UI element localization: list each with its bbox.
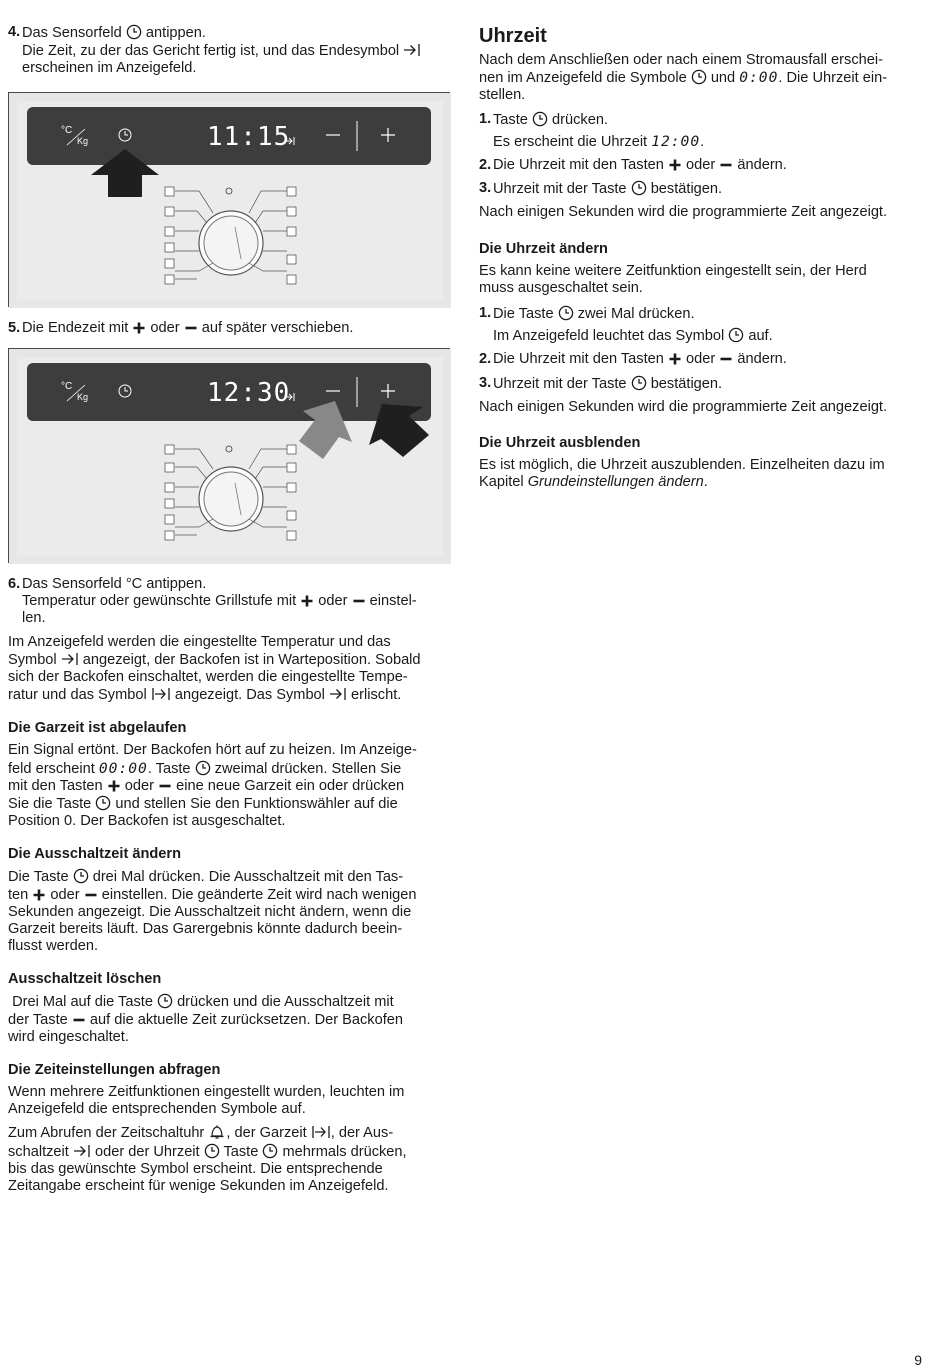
clock-icon — [631, 375, 647, 391]
step-5: 5. Die Endezeit mit oder auf später verschieben. — [8, 320, 354, 336]
left-column-top — [8, 24, 450, 78]
page-number: 9 — [914, 1352, 922, 1368]
step-a1: 1. Die Taste zwei Mal drücken. — [479, 305, 695, 323]
clock-icon — [631, 180, 647, 196]
minus-icon — [352, 594, 366, 608]
plus-icon — [668, 158, 682, 172]
bell-icon — [208, 1124, 226, 1140]
paragraph-ausschaltzeit-loeschen: Drei Mal auf die Taste drücken und die Ausschaltzeit mit der Taste auf die aktuelle Zeit zurücksetzen. Der Backofen wird eingeschaltet. — [8, 994, 404, 1045]
clock-icon — [728, 327, 744, 343]
step-a3: 3. Uhrzeit mit der Taste bestätigen. — [479, 374, 723, 392]
step-4-text: Die Zeit, zu der das Gericht fertig ist, und das Endesymbol erscheinen im Anzeigefeld. — [8, 42, 450, 77]
minus-icon — [719, 158, 733, 172]
right-column: Uhrzeit Nach dem Anschließen oder nach einem Stromausfall erschei- nen im Anzeigefeld die Symbole und 0:00. Die Uhrzeit ein- stellen. 1. Taste drücken. Es erscheint die Uhrzeit 12:00. 2. Die Uhrzeit mit den Tasten oder ändern. 3. Uhrzeit mit der Taste bestätigen. Nach einigen Sekunden wird die programmierte Zeit angezeigt. Die Uhrzeit ändern Es kann keine weitere Zeitfunktion eingestellt sein, der Herd muss ausgeschaltet sein. 1. Die Taste zwei Mal drücken. Im Anzeigefeld leuchtet das Symbol auf. 2. Die Uhrzeit mit den Tasten oder ändern. 3. Uhrzeit mit der Taste bestätigen. Nach einigen Sekunden wird die programmierte Zeit angezeigt. Die Uhrzeit ausblenden Es ist möglich, die Uhrzeit auszublenden. Einzelheiten dazu im Kapitel Grundeinstellungen ändern. — [479, 24, 925, 491]
clock-icon — [157, 993, 173, 1009]
minus-icon — [719, 352, 733, 366]
svg-text:Kg: Kg — [77, 392, 89, 402]
heading-uhrzeit-ausblenden: Die Uhrzeit ausblenden — [479, 435, 641, 452]
clock-icon — [262, 1143, 278, 1159]
clock-icon — [73, 868, 89, 884]
heading-ausschaltzeit-loeschen: Ausschaltzeit löschen — [8, 971, 162, 988]
cooking-time-icon — [151, 686, 171, 702]
step-3: 3. Uhrzeit mit der Taste bestätigen. — [479, 180, 723, 198]
step-1: 1. Taste drücken. — [479, 110, 608, 128]
svg-text:Kg: Kg — [77, 136, 89, 146]
paragraph-a-after: Nach einigen Sekunden wird die programmierte Zeit angezeigt. — [479, 398, 888, 415]
end-time-icon — [61, 651, 79, 667]
step-2: 2. Die Uhrzeit mit den Tasten oder ändern. — [479, 157, 787, 174]
clock-icon — [126, 24, 142, 40]
minus-icon — [158, 779, 172, 793]
minus-icon — [84, 888, 98, 902]
oven-panel-figure-2 — [8, 348, 450, 563]
step-4: 4. Das Sensorfeld antippen. — [8, 24, 206, 41]
plus-icon — [107, 779, 121, 793]
step-a2: 2. Die Uhrzeit mit den Tasten oder ändern. — [479, 351, 787, 368]
paragraph-intro: Nach dem Anschließen oder nach einem Stromausfall erschei- nen im Anzeigefeld die Symbole und 0:00. Die Uhrzeit ein- stellen. — [479, 52, 888, 104]
cooking-time-icon — [311, 1124, 331, 1140]
left-column-bottom: 6. Das Sensorfeld °C antippen. Temperatur oder gewünschte Grillstufe mit oder einstel- len. Im Anzeigefeld werden die eingestellte Temperatur und das Symbol angezeigt, der Backofen ist in Warteposition. Sobald sich der Backofen einschaltet, werden die eingestellte Tempe- ratur und das Symbol angezeigt. Das Symbol erlischt. Die Garzeit ist abgelaufen Ein Signal ertönt. Der Backofen hört auf zu heizen. Im Anzeige- feld erscheint 00:00. Taste zweimal drücken. Stellen Sie mit den Tasten oder eine neue Garzeit ein oder drücken Sie die Taste und stellen Sie den Funktionswähler auf die Position 0. Der Backofen ist ausgeschaltet. Die Ausschaltzeit ändern Die Taste drei Mal drücken. Die Ausschaltzeit mit den Tas- ten oder einstellen. Die geänderte Zeit wird nach wenigen Sekunden angezeigt. Die Ausschaltzeit nicht ändern, wenn die Garzeit bereits läuft. Das Garergebnis könnte dadurch beein- flusst werden. Ausschaltzeit löschen Drei Mal auf die Taste drücken und die Ausschaltzeit mit der Taste auf die aktuelle Zeit zurücksetzen. Der Backofen wird eingeschaltet. Die Zeiteinstellungen abfragen Wenn mehrere Zeitfunktionen eingestellt wurden, leuchten im Anzeigefeld die entsprechenden Symbole auf. Zum Abrufen der Zeitschaltuhr , der Garzeit , der Aus- schaltzeit oder der Uhrzeit Taste mehrmals drücken, bis das gewünschte Symbol erscheint. Die entsprechende Zeitangabe erscheint für wenige Sekunden im Anzeigefeld. — [8, 576, 450, 1195]
oven-panel-figure-1 — [8, 92, 450, 307]
step-number: 4. — [8, 24, 21, 40]
end-time-icon — [73, 1143, 91, 1159]
paragraph-garzeit: Ein Signal ertönt. Der Backofen hört auf zu heizen. Im Anzeige- feld erscheint 00:00. Taste zweimal drücken. Stellen Sie mit den Tasten oder eine neue Garzeit ein oder drücken Sie die Taste und stellen Sie den Funktionswähler auf die Position 0. Der Backofen ist ausgeschaltet. — [8, 742, 417, 830]
paragraph-standby: Im Anzeigefeld werden die eingestellte Temperatur und das Symbol angezeigt, der Backofen ist in Warteposition. Sobald sich der Backofen einschaltet, werden die eingestellte Tempe- ratur und das Symbol angezeigt. Das Symbol erlischt. — [8, 633, 421, 704]
end-time-icon — [403, 42, 421, 58]
svg-text:°C: °C — [61, 381, 73, 392]
paragraph-ausschaltzeit-aendern: Die Taste drei Mal drücken. Die Ausschaltzeit mit den Tas- ten oder einstellen. Die geänderte Zeit wird nach wenigen Sekunden angezeigt. Die Ausschaltzeit nicht ändern, wenn die Garzeit bereits läuft. Das Garergebnis könnte dadurch beein- flusst werden. — [8, 869, 417, 955]
end-time-icon — [329, 686, 347, 702]
plus-icon — [32, 888, 46, 902]
section-title-uhrzeit: Uhrzeit — [479, 25, 547, 47]
plus-icon — [300, 594, 314, 608]
display-time: 11:15 — [207, 122, 291, 152]
clock-icon — [95, 795, 111, 811]
heading-uhrzeit-aendern: Die Uhrzeit ändern — [479, 240, 608, 257]
minus-icon — [72, 1013, 86, 1027]
plus-icon — [668, 352, 682, 366]
clock-icon — [558, 305, 574, 321]
paragraph-after: Nach einigen Sekunden wird die programmierte Zeit angezeigt. — [479, 204, 888, 221]
minus-icon — [184, 321, 198, 335]
clock-icon — [195, 760, 211, 776]
clock-icon — [532, 111, 548, 127]
heading-ausschaltzeit-aendern: Die Ausschaltzeit ändern — [8, 846, 182, 863]
paragraph-aendern: Es kann keine weitere Zeitfunktion eingestellt sein, der Herd muss ausgeschaltet sein. — [479, 262, 867, 296]
display-time: 12:30 — [207, 378, 291, 408]
clock-icon — [204, 1143, 220, 1159]
paragraph-abfragen-2: Zum Abrufen der Zeitschaltuhr , der Garzeit , der Aus- schaltzeit oder der Uhrzeit Taste mehrmals drücken, bis das gewünschte Symbol erscheint. Die entsprechende Zeitangabe erscheint für wenige Sekunden im Anzeigefeld. — [8, 1125, 407, 1195]
step-6: 6. Das Sensorfeld °C antippen. — [8, 576, 207, 592]
heading-abfragen: Die Zeiteinstellungen abfragen — [8, 1062, 221, 1079]
paragraph-ausblenden: Es ist möglich, die Uhrzeit auszublenden. Einzelheiten dazu im Kapitel Grundeinstellungen ändern. — [479, 457, 885, 491]
plus-icon — [132, 321, 146, 335]
clock-icon — [691, 69, 707, 85]
svg-text:°C: °C — [61, 125, 73, 136]
paragraph-abfragen-1: Wenn mehrere Zeitfunktionen eingestellt wurden, leuchten im Anzeigefeld die entsprechenden Symbole auf. — [8, 1084, 405, 1118]
heading-garzeit: Die Garzeit ist abgelaufen — [8, 720, 187, 737]
